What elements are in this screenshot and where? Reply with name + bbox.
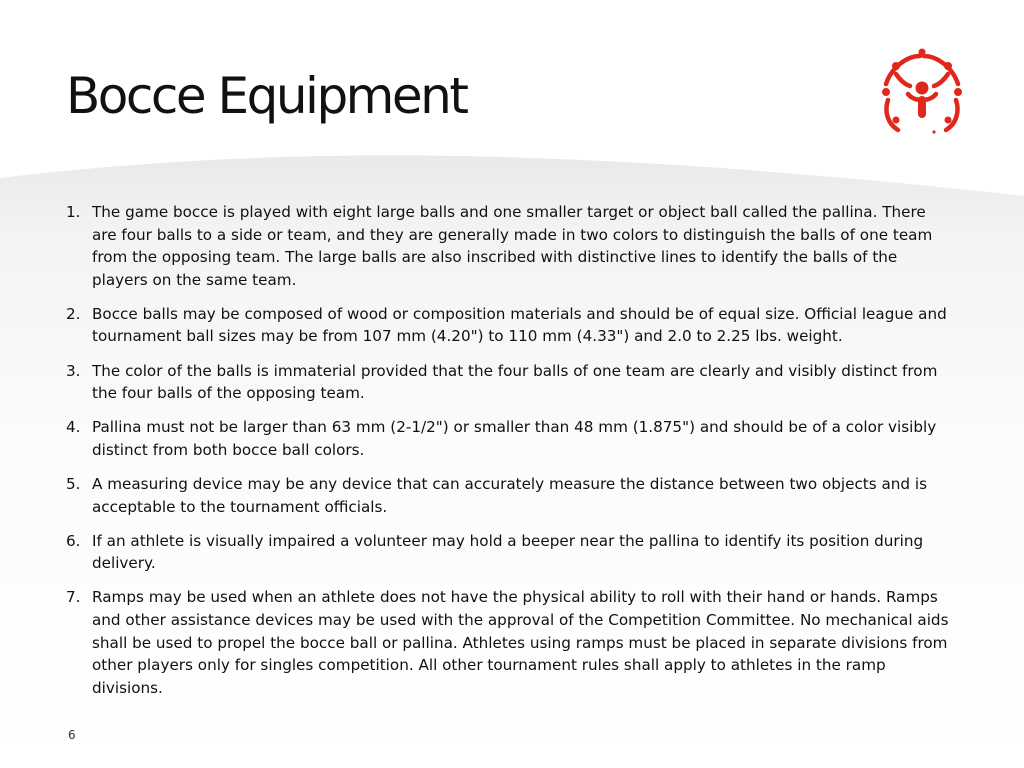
list-item: [60, 303, 950, 348]
list-item-text: The game bocce is played with eight large balls and one smaller target or object ball called the pallina. There are four balls to a side or team, and they are generally made in two colors to distinguish the balls of one team from the opposing team. The large balls are also inscribed with distinctive lines to identify the balls of the players on the same team.: [92, 203, 933, 289]
equipment-rules-list: [60, 201, 950, 711]
list-item-text: A measuring device may be any device that can accurately measure the distance between two objects and is acceptable to the tournament officials.: [92, 474, 928, 516]
list-item-text: Pallina must not be larger than 63 mm (2-1/2") or smaller than 48 mm (1.875") and should be of a color visibly distinct from both bocce ball colors.: [92, 418, 937, 459]
list-item-number: 7.: [66, 588, 81, 607]
list-item-number: 1.: [66, 203, 81, 221]
list-item-number: 3.: [66, 361, 81, 380]
slide-title: Bocce Equipment: [66, 67, 467, 125]
list-item-text: If an athlete is visually impaired a volunteer may hold a beeper near the pallina to identify its position during delivery.: [92, 531, 924, 573]
list-item-number: 4.: [66, 418, 81, 437]
list-item: [60, 530, 950, 575]
list-item: [60, 473, 950, 518]
list-item: [60, 201, 950, 291]
list-item-number: 5.: [66, 474, 81, 493]
page-number: 6: [68, 728, 76, 742]
list-item: [60, 416, 950, 461]
special-olympics-logo-icon: [874, 44, 970, 140]
list-item-number: 6.: [66, 531, 81, 550]
list-item: [60, 586, 950, 699]
list-item-text: The color of the balls is immaterial provided that the four balls of one team are clearly and visibly distinct from the four balls of the opposing team.: [92, 361, 938, 403]
list-item-text: Ramps may be used when an athlete does not have the physical ability to roll with their hand or hands. Ramps and other assistance devices may be used with the approval of the Competition Committee. No mechanical aids shall be used to propel the bocce ball or pallina. Athletes using ramps must be placed in separate divisions from other players only for singles competition. All other tournament rules shall apply to athletes in the ramp divisions.: [92, 588, 949, 697]
list-item-text: Bocce balls may be composed of wood or composition materials and should be of equal size. Official league and tournament ball sizes may be from 107 mm (4.20") to 110 mm (4.33") and 2.0 to 2.25 lbs. weight.: [92, 304, 947, 346]
list-item-number: 2.: [66, 304, 81, 323]
list-item: [60, 360, 950, 405]
